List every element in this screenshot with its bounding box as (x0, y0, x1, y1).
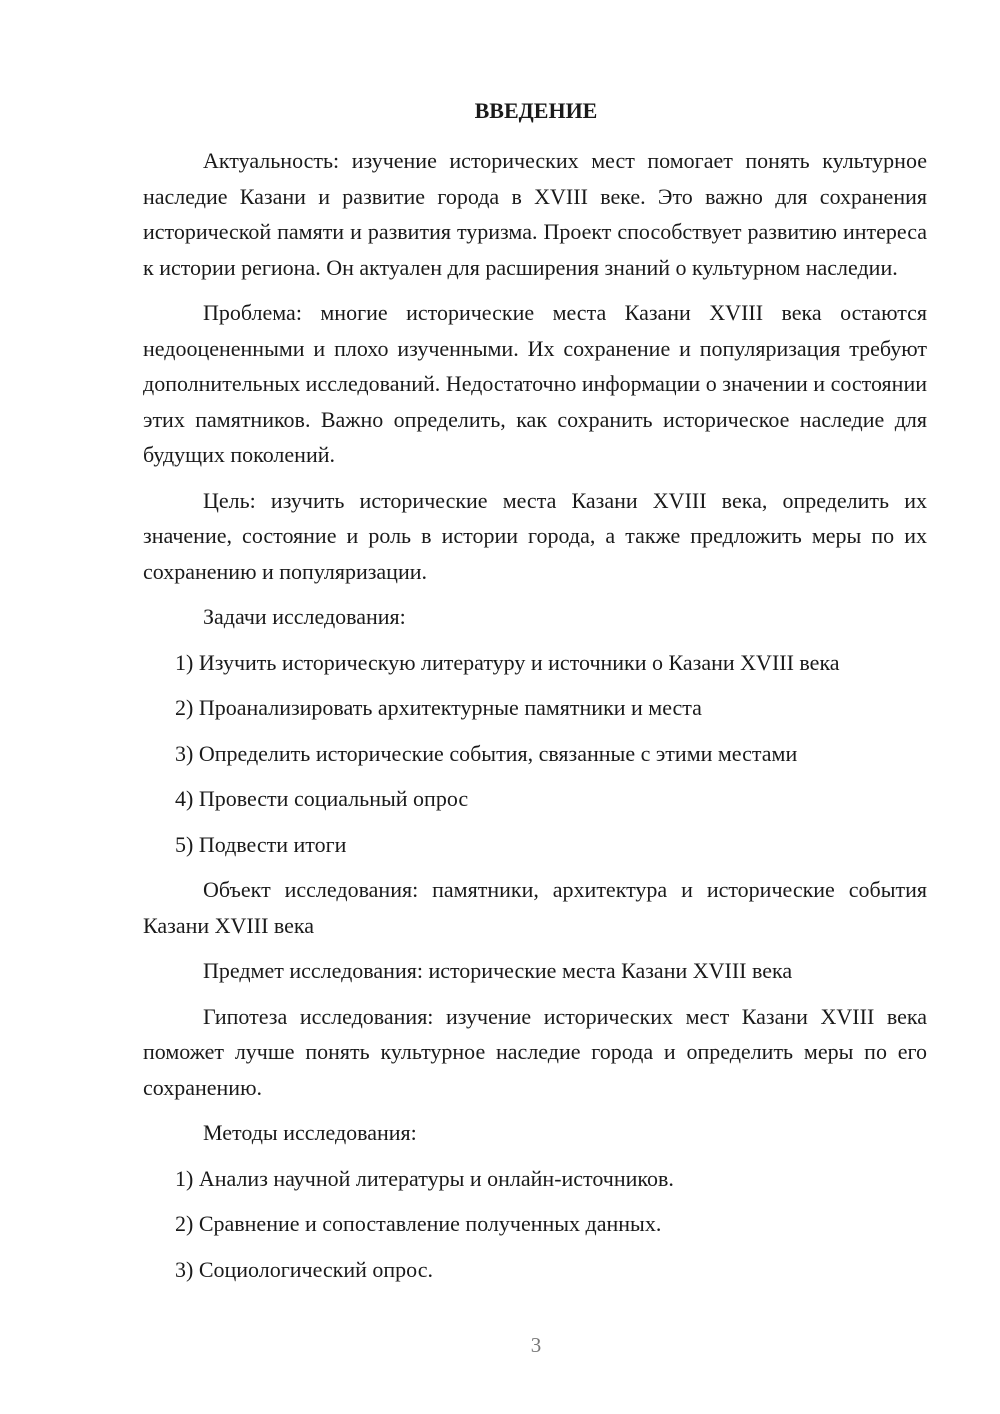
method-item: 3) Социологический опрос. (175, 1256, 433, 1282)
hypothesis-paragraph: Гипотеза исследования: изучение исторических мест Казани XVIII века поможет лучше понять культурное наследие города и определить меры по его сохранению. (143, 1003, 927, 1100)
object-paragraph: Объект исследования: памятники, архитектура и исторические события Казани XVIII века (143, 877, 927, 938)
goal-paragraph: Цель: изучить исторические места Казани XVIII века, определить их значение, состояние и роль в истории города, а также предложить меры по их сохранению и популяризации. (143, 487, 927, 584)
body-text (143, 143, 927, 1297)
tasks-heading: Задачи исследования: (203, 604, 406, 629)
section-title: ВВЕДЕНИЕ (474, 98, 598, 123)
page-number: 3 (530, 1333, 542, 1357)
relevance-paragraph: Актуальность: изучение исторических мест помогает понять культурное наследие Казани и развитие города в XVIII веке. Это важно для сохранения исторической памяти и развития туризма. Проект способствует развитию интереса к истории региона. Он актуален для расширения знаний о культурном наследии. (143, 148, 927, 280)
task-item: 3) Определить исторические события, связанные с этими местами (175, 740, 798, 766)
task-item: 4) Провести социальный опрос (175, 786, 469, 811)
subject-paragraph: Предмет исследования: исторические места Казани XVIII века (203, 958, 793, 983)
task-item: 1) Изучить историческую литературу и источники о Казани XVIII века (175, 649, 840, 675)
task-item: 2) Проанализировать архитектурные памятники и места (175, 695, 702, 720)
method-item: 1) Анализ научной литературы и онлайн-источников. (175, 1165, 674, 1191)
method-item: 2) Сравнение и сопоставление полученных данных. (175, 1211, 662, 1236)
problem-paragraph: Проблема: многие исторические места Казани XVIII века остаются недооцененными и плохо изученными. Их сохранение и популяризация требуют дополнительных исследований. Недостаточно информации о значении и состоянии этих памятников. Важно определить, как сохранить историческое наследие для будущих поколений. (143, 300, 927, 467)
methods-heading: Методы исследования: (203, 1120, 417, 1145)
task-item: 5) Подвести итоги (175, 831, 347, 857)
